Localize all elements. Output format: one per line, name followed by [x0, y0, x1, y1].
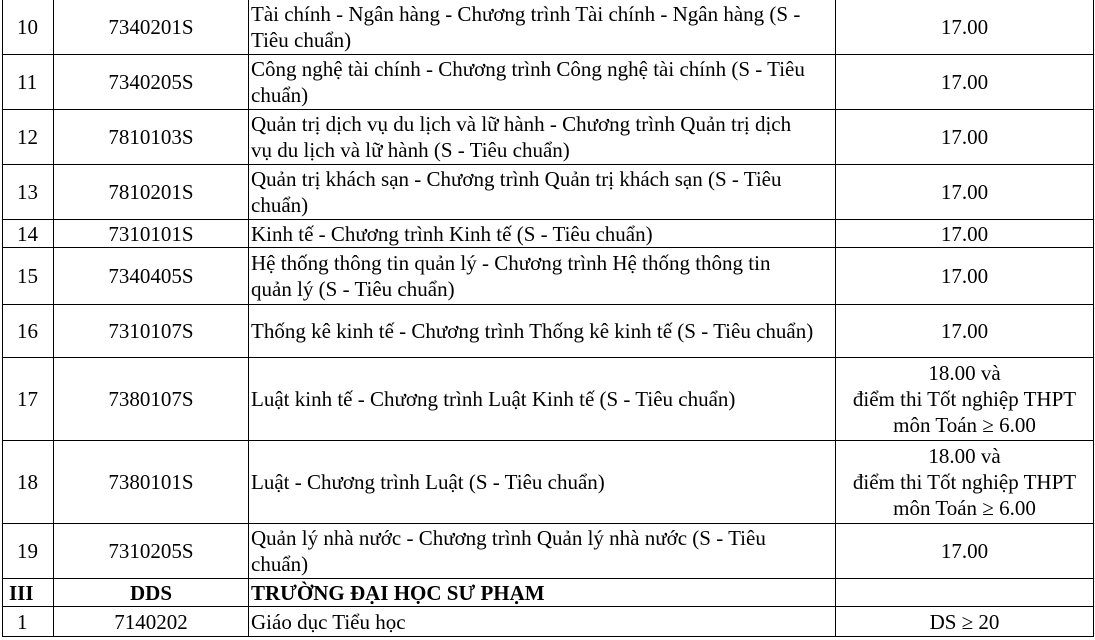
cutoff-score [836, 165, 1094, 220]
score-line: 17.00 [940, 180, 989, 204]
program-name-line: Quản trị dịch vụ du lịch và lữ hành - Chương trình Quản trị dịch [251, 112, 792, 136]
score-line: 17.00 [940, 319, 989, 343]
admission-score-table [2, 0, 1094, 637]
program-name-line: chuẩn) [251, 83, 309, 107]
cutoff-score [836, 358, 1094, 441]
program-name-line: chuẩn) [251, 193, 309, 217]
row-number: 15 [3, 248, 54, 305]
program-name [249, 165, 836, 220]
program-name-line: Quản lý nhà nước - Chương trình Quản lý nhà nước (S - Tiêu [251, 526, 766, 550]
program-name [249, 607, 836, 637]
program-name [249, 524, 836, 579]
program-code: 7810201S [54, 165, 249, 220]
program-name [249, 0, 836, 55]
section-score [836, 579, 1094, 607]
table-row [3, 441, 1094, 524]
score-line: 17.00 [940, 264, 989, 288]
program-name-line: quản lý (S - Tiêu chuẩn) [251, 277, 455, 301]
score-line: 17.00 [940, 125, 989, 149]
program-name-line: Hệ thống thông tin quản lý - Chương trình Hệ thống thông tin [251, 251, 771, 275]
program-name [249, 358, 836, 441]
table-row [3, 110, 1094, 165]
program-code: 7340405S [54, 248, 249, 305]
score-line: 17.00 [940, 221, 989, 246]
program-name [249, 220, 836, 248]
row-number: 19 [3, 524, 54, 579]
table-row [3, 55, 1094, 110]
row-number: 13 [3, 165, 54, 220]
cutoff-score [836, 607, 1094, 637]
row-number: 14 [3, 220, 54, 248]
score-line: môn Toán ≥ 6.00 [893, 413, 1036, 437]
program-code: 7310107S [54, 305, 249, 358]
row-number: 16 [3, 305, 54, 358]
row-number: 11 [3, 55, 54, 110]
section-code: DDS [54, 579, 249, 607]
program-name-line: Kinh tế - Chương trình Kinh tế (S - Tiêu chuẩn) [251, 221, 653, 246]
program-name [249, 55, 836, 110]
score-line: 17.00 [940, 539, 989, 563]
row-number: 10 [3, 0, 54, 55]
score-line: 18.00 và [928, 444, 1001, 468]
score-line: điểm thi Tốt nghiệp THPT [852, 387, 1077, 411]
row-number: 17 [3, 358, 54, 441]
table-row [3, 524, 1094, 579]
table-row [3, 165, 1094, 220]
table-row [3, 305, 1094, 358]
row-number: 12 [3, 110, 54, 165]
program-name-line: vụ du lịch và lữ hành (S - Tiêu chuẩn) [251, 138, 570, 162]
score-line: DS ≥ 20 [929, 609, 1000, 634]
program-code: 7380101S [54, 441, 249, 524]
score-line: môn Toán ≥ 6.00 [893, 496, 1036, 520]
program-code: 7310205S [54, 524, 249, 579]
program-name-line: Luật - Chương trình Luật (S - Tiêu chuẩn) [251, 470, 605, 494]
cutoff-score [836, 248, 1094, 305]
program-name-line: Tiêu chuẩn) [251, 27, 352, 52]
program-name [249, 110, 836, 165]
cutoff-score [836, 0, 1094, 55]
cutoff-score [836, 441, 1094, 524]
score-line: điểm thi Tốt nghiệp THPT [852, 470, 1077, 494]
table-row [3, 220, 1094, 248]
table-row [3, 358, 1094, 441]
score-line: 17.00 [940, 14, 989, 39]
cutoff-score [836, 110, 1094, 165]
program-code: 7340201S [54, 0, 249, 55]
program-code: 7340205S [54, 55, 249, 110]
score-line: 17.00 [940, 70, 989, 94]
section-header-row [3, 579, 1094, 607]
table-row [3, 607, 1094, 637]
program-name [249, 441, 836, 524]
table-row [3, 0, 1094, 55]
program-name-line: Tài chính - Ngân hàng - Chương trình Tài chính - Ngân hàng (S - [251, 1, 801, 26]
program-name-line: Quản trị khách sạn - Chương trình Quản trị khách sạn (S - Tiêu [251, 167, 782, 191]
program-code: 7380107S [54, 358, 249, 441]
program-name-line: chuẩn) [251, 552, 309, 576]
cutoff-score [836, 220, 1094, 248]
program-code: 7140202 [54, 607, 249, 637]
program-name-line: Công nghệ tài chính - Chương trình Công nghệ tài chính (S - Tiêu [251, 57, 805, 81]
cutoff-score [836, 305, 1094, 358]
program-name [249, 305, 836, 358]
program-name-line: Luật kinh tế - Chương trình Luật Kinh tế (S - Tiêu chuẩn) [251, 387, 736, 411]
row-number: 18 [3, 441, 54, 524]
cutoff-score [836, 55, 1094, 110]
program-name-line: Giáo dục Tiểu học [251, 609, 406, 634]
score-line: 18.00 và [928, 361, 1001, 385]
table-row [3, 248, 1094, 305]
program-code: 7310101S [54, 220, 249, 248]
program-code: 7810103S [54, 110, 249, 165]
cutoff-score [836, 524, 1094, 579]
section-number: III [3, 579, 54, 607]
section-title: TRƯỜNG ĐẠI HỌC SƯ PHẠM [249, 579, 836, 607]
program-name-line: Thống kê kinh tế - Chương trình Thống kê kinh tế (S - Tiêu chuẩn) [251, 319, 814, 343]
program-name [249, 248, 836, 305]
row-number: 1 [3, 607, 54, 637]
